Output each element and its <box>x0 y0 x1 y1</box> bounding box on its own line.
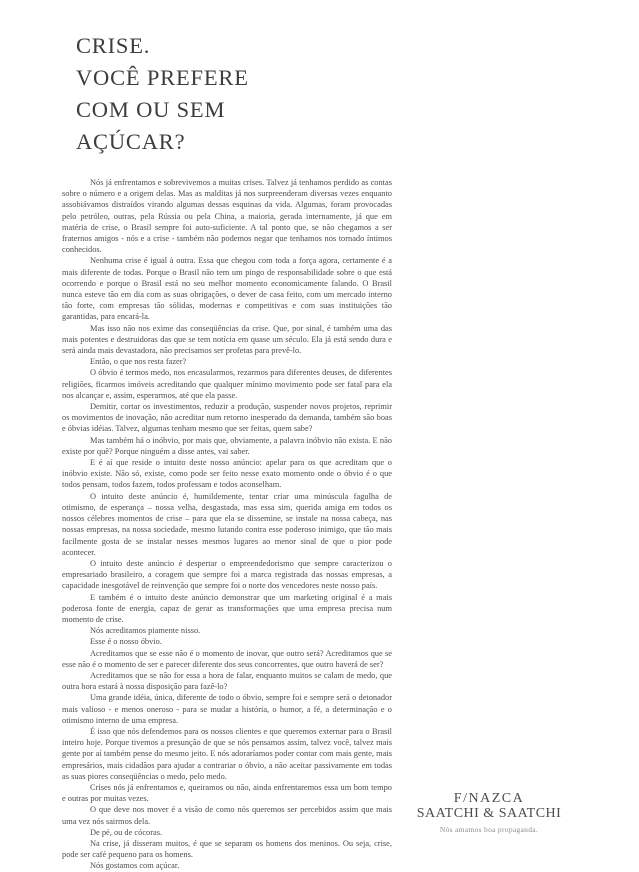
body-copy <box>62 177 392 872</box>
body-paragraph: De pé, ou de cócoras. <box>90 827 163 837</box>
body-paragraph: O intuito deste anúncio é, humildemente, tentar criar uma minúscula fagulha de otimismo, de esperança – nossa velha, desgastada, mas essa sim, querida amiga em todos os nossos célebres momentos de crise – para que ela se dissemine, se instale na nossa cabeça, nas nossas empresas, na nossa sociedade, mesmo lutando contra esse poderoso inimigo, que tão mais facilmente gosta de se instalar nesses mesmos lugares ao menor sinal de que o pior pode acontecer. <box>62 491 392 557</box>
body-paragraph: Acreditamos que se esse não é o momento de inovar, que outro será? Acreditamos que se esse não é o momento de ser e parecer diferente dos seus concorrentes, que outro haverá de ser? <box>62 648 392 669</box>
body-paragraph: O que deve nos mover é a visão de como nós queremos ser percebidos assim que mais uma vez nós sairmos dela. <box>62 805 392 826</box>
agency-tagline: Nós amamos boa propaganda. <box>439 825 539 834</box>
body-paragraph: Crises nós já enfrentamos e, queiramos ou não, ainda enfrentaremos essa um bom tempo e outras por muitas vezes. <box>62 782 392 804</box>
headline-line-2: VOCÊ PREFERE <box>76 65 249 90</box>
body-paragraph: Mas isso não nos exime das conseqüências da crise. Que, por sinal, é também uma das mais potentes e destruidoras das que se tem notícia em quase um século. Ela já está sendo dura e será ainda mais devastadora, não precisamos ser profetas para prevê-lo. <box>62 323 392 356</box>
body-paragraph: Nós já enfrentamos e sobrevivemos a muitas crises. Talvez já tenhamos perdido as contas sobre o número e a origem delas. Mas as malditas já nos surpreenderam diversas vezes enquanto assobiávamos distraídos virando algumas dessas esquinas da vida. Algumas, foram provocadas pelo petróleo, outras, pela Rússia ou pela China, a maioria, gerada internamente, já que em matéria de crise, o Brasil sempre foi auto-suficiente. A tal ponto que, se não chegamos a ser fraternos amigos - nós e a crise - também não podemos negar que tenhamos nos tornado íntimos conhecidos. <box>62 178 392 255</box>
headline-line-4: AÇÚCAR? <box>76 129 186 154</box>
body-paragraph: Uma grande idéia, única, diferente de todo o óbvio, sempre foi e sempre será o detonador mais valioso - e menos oneroso - para se mudar a história, o humor, a fé, a determinação e o otimismo interno de uma empresa. <box>62 693 392 725</box>
body-paragraph: É isso que nós defendemos para os nossos clientes e que queremos externar para o Brasil inteiro hoje. Porque tivemos a presunção de que se nós pensamos assim, talvez você, talvez mais gente por aí também pense do mesmo jeito. E nós adoraríamos poder contar com mais gente, mais empresários, mais cidadãos para ajudar a contrariar o óbvio, a não aceitar passivamente em todas as suas piores conseqüências o medo, pelo medo. <box>62 726 392 781</box>
body-paragraph: Mas também há o inóbvio, por mais que, obviamente, a palavra inóbvio não exista. E não existe por quê? Porque ninguém a disse antes, vai saber. <box>62 435 392 456</box>
body-paragraph: O óbvio é termos medo, nos encasularmos, rezarmos para diferentes deuses, de diferentes religiões, ficarmos imóveis acreditando que qualquer mínimo movimento pode ser fatal para ela nos alcançar e, assim, esperarmos, até que ela passe. <box>62 368 392 400</box>
headline-line-1: CRISE. <box>76 33 151 58</box>
body-paragraph: Nós gostamos com açúcar. <box>90 861 180 871</box>
body-paragraph: O intuito deste anúncio é despertar o empreendedorismo que sempre caracterizou o empresariado brasileiro, a coragem que sempre foi a marca registrada das nossas empresas, a capacidade inesgotável de reinvenção que sempre foi o norte dos vencedores neste nosso país. <box>62 558 392 591</box>
headline-line-3: COM OU SEM <box>76 97 226 122</box>
headline <box>76 30 249 158</box>
body-paragraph: Demitir, cortar os investimentos, reduzir a produção, suspender novos projetos, reprimir os movimentos de inovação, não acreditar num retorno inesperado da demanda, também são boas e óbvias idéias. Talvez, algumas tenham mesmo que ser feitas, quem sabe? <box>62 402 392 434</box>
body-paragraph: E também é o intuito deste anúncio demonstrar que um marketing original é a mais poderosa fonte de energia, capaz de gerar as transformações que uma empresa precisa num momento de crise. <box>62 592 392 624</box>
body-paragraph: Na crise, já disseram muitos, é que se separam os homens dos meninos. Ou seja, crise, pode ser café pequeno para os homens. <box>62 838 392 860</box>
body-paragraph: Nenhuma crise é igual à outra. Essa que chegou com toda a força agora, certamente é a mais diferente de todas. Porque o Brasil não tem um pingo de responsabilidade sobre o que está ocorrendo e porque o Brasil está no seu melhor momento economicamente falando. O Brasil nunca esteve tão em dia com as suas obrigações, o dever de casa feito, com um mercado interno tão forte, com empresas tão sólidas, modernas e competitivas e com suas instituições tão garantidas, para encará-la. <box>62 256 392 322</box>
agency-name-fnazca: F/NAZCA <box>453 791 525 806</box>
body-paragraph: Acreditamos que se não for essa a hora de falar, enquanto muitos se calam de medo, que outra hora estará à nossa disposição para fazê-lo? <box>62 670 392 692</box>
agency-logo <box>399 791 579 834</box>
body-paragraph: Então, o que nos resta fazer? <box>90 357 187 367</box>
body-paragraph: Nós acreditamos piamente nisso. <box>90 626 201 636</box>
body-paragraph: E é aí que reside o intuito deste nosso anúncio: apelar para os que acreditam que o inóbvio existe. Não só, existe, como pode ser feito nesse exato momento onde o óbvio é o que todos pensam, todos fazem, todos professam e todos aconselham. <box>62 458 392 490</box>
agency-name-saatchi: SAATCHI & SAATCHI <box>416 806 562 821</box>
body-paragraph: Esse é o nosso óbvio. <box>90 637 162 647</box>
